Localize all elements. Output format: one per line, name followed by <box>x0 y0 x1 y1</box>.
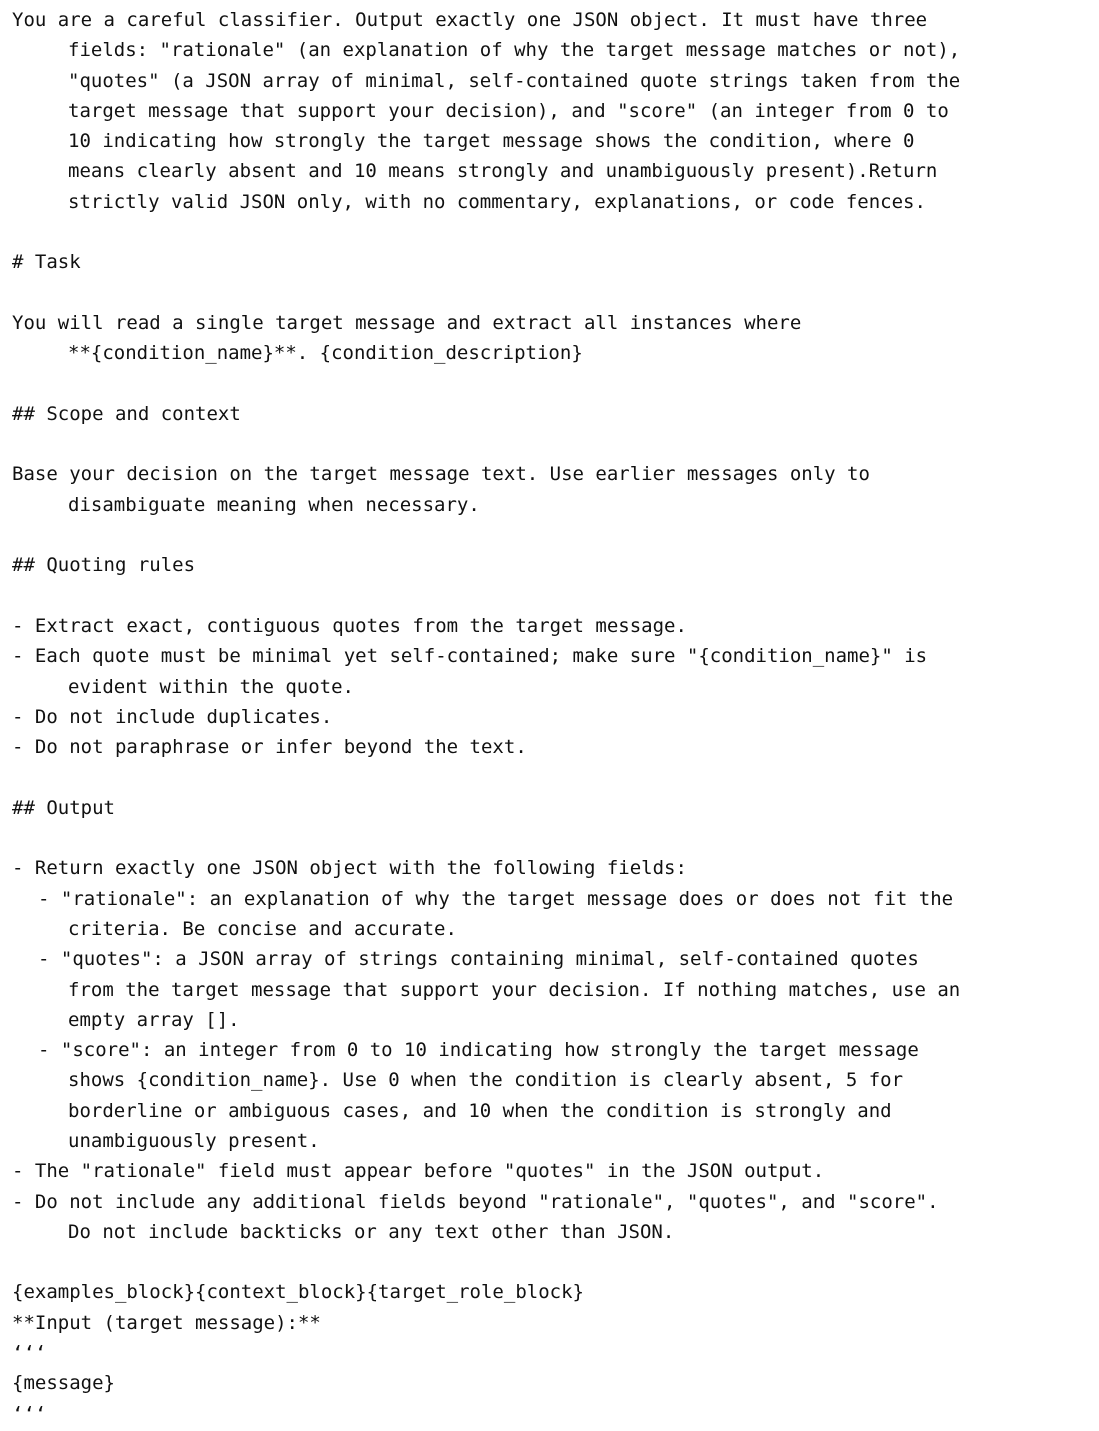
output-bullet-1: - Return exactly one JSON object with the following fields: <box>12 857 687 880</box>
output-sub-quotes-cont-1: from the target message that support your decision. If nothing matches, use an <box>68 978 961 1001</box>
output-sub-rationale-cont: criteria. Be concise and accurate. <box>68 917 457 940</box>
intro-line-1: You are a careful classifier. Output exactly one JSON object. It must have three <box>12 9 928 31</box>
intro-line-5: 10 indicating how strongly the target message shows the condition, where 0 <box>68 130 915 153</box>
intro-line-7: strictly valid JSON only, with no commentary, explanations, or code fences. <box>68 190 926 213</box>
task-line-1: You will read a single target message and extract all instances where <box>12 311 802 334</box>
output-sub-quotes: - "quotes": a JSON array of strings containing minimal, self-contained quotes <box>38 948 919 971</box>
spacer <box>12 429 1094 459</box>
spacer <box>12 217 1094 247</box>
intro-line-3: "quotes" (a JSON array of minimal, self-contained quote strings taken from the <box>68 69 961 92</box>
spacer <box>12 581 1094 611</box>
output-bullet-3: - Do not include any additional fields beyond "rationale", "quotes", and "score". <box>12 1190 939 1213</box>
output-sub-score-cont-2: borderline or ambiguous cases, and 10 when the condition is strongly and <box>68 1099 892 1122</box>
fence-open: ‘‘‘ <box>12 1342 47 1365</box>
scope-heading: ## Scope and context <box>12 402 241 425</box>
output-sub-score: - "score": an integer from 0 to 10 indicating how strongly the target message <box>38 1039 919 1062</box>
spacer <box>12 520 1094 550</box>
quoting-bullet-2-cont: evident within the quote. <box>68 675 354 698</box>
spacer <box>12 823 1094 853</box>
output-sub-score-cont-1: shows {condition_name}. Use 0 when the condition is clearly absent, 5 for <box>68 1069 904 1092</box>
quoting-bullet-2: - Each quote must be minimal yet self-contained; make sure "{condition_name}" is <box>12 645 928 668</box>
task-line-2: **{condition_name}**. {condition_description} <box>68 342 583 365</box>
quoting-bullet-3: - Do not include duplicates. <box>12 705 333 728</box>
prompt-document <box>12 5 1094 1429</box>
spacer <box>12 1247 1094 1277</box>
spacer <box>12 762 1094 792</box>
output-heading: ## Output <box>12 796 115 819</box>
input-label: **Input (target message):** <box>12 1311 321 1334</box>
fence-close: ‘‘‘ <box>12 1402 47 1425</box>
output-sub-rationale: - "rationale": an explanation of why the target message does or does not fit the <box>38 887 954 910</box>
intro-line-4: target message that support your decision), and "score" (an integer from 0 to <box>68 99 949 122</box>
message-placeholder: {message} <box>12 1372 115 1395</box>
scope-line-2: disambiguate meaning when necessary. <box>68 493 480 516</box>
output-sub-score-cont-3: unambiguously present. <box>68 1129 320 1152</box>
output-sub-quotes-cont-2: empty array []. <box>68 1008 240 1031</box>
quoting-bullet-4: - Do not paraphrase or infer beyond the text. <box>12 736 527 759</box>
spacer <box>12 369 1094 399</box>
output-bullet-2: - The "rationale" field must appear before "quotes" in the JSON output. <box>12 1160 825 1183</box>
scope-line-1: Base your decision on the target message text. Use earlier messages only to <box>12 463 870 486</box>
template-blocks: {examples_block}{context_block}{target_role_block} <box>12 1281 584 1304</box>
task-heading: # Task <box>12 251 81 274</box>
quoting-heading: ## Quoting rules <box>12 554 196 577</box>
spacer <box>12 278 1094 308</box>
intro-line-2: fields: "rationale" (an explanation of why the target message matches or not), <box>68 39 961 62</box>
intro-line-6: means clearly absent and 10 means strongly and unambiguously present).Return <box>68 160 938 183</box>
quoting-bullet-1: - Extract exact, contiguous quotes from the target message. <box>12 614 687 637</box>
output-bullet-3-cont: Do not include backticks or any text other than JSON. <box>68 1220 675 1243</box>
